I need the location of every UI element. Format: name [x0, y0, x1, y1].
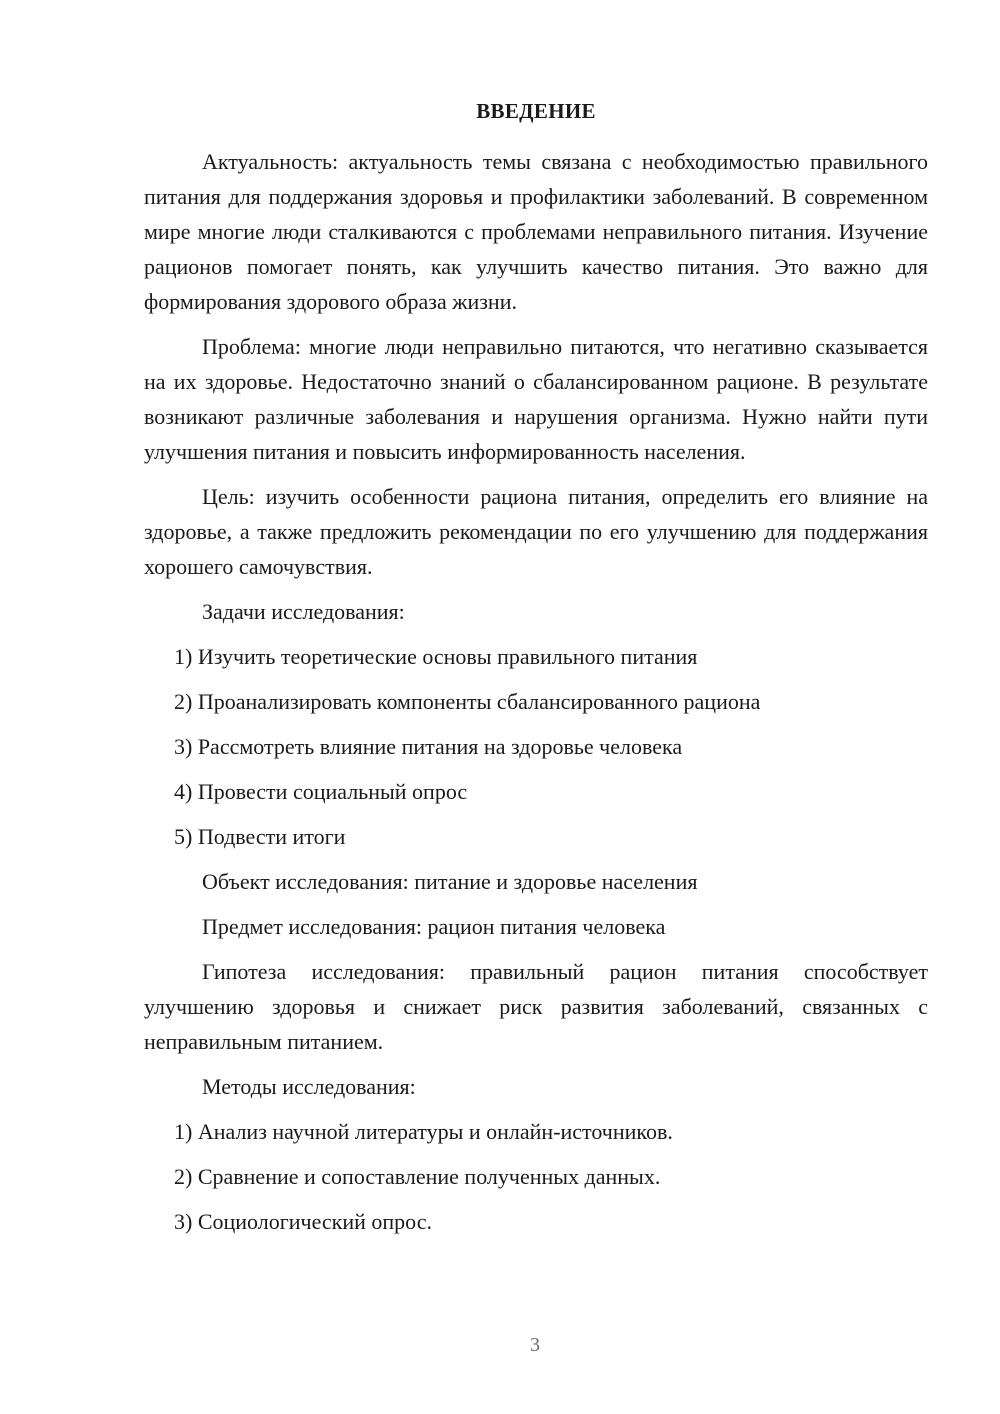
task-item: 3) Рассмотреть влияние питания на здоровье человека	[174, 734, 683, 759]
task-item: 2) Проанализировать компоненты сбалансированного рациона	[174, 689, 761, 714]
relevance-paragraph: Актуальность: актуальность темы связана с необходимостью правильного питания для поддержания здоровья и профилактики заболеваний. В современном мире многие люди сталкиваются с проблемами неправильного питания. Изучение рационов помогает понять, как улучшить качество питания. Это важно для формирования здорового образа жизни.	[144, 149, 928, 314]
problem-paragraph: Проблема: многие люди неправильно питаются, что негативно сказывается на их здоровье. Недостаточно знаний о сбалансированном рационе. В результате возникают различные заболевания и нарушения организма. Нужно найти пути улучшения питания и повысить информированность населения.	[144, 334, 928, 464]
research-object: Объект исследования: питание и здоровье населения	[202, 869, 698, 894]
method-item: 1) Анализ научной литературы и онлайн-источников.	[174, 1119, 673, 1144]
research-subject: Предмет исследования: рацион питания человека	[202, 914, 666, 939]
methods-list	[144, 1114, 928, 1239]
tasks-list	[144, 639, 928, 854]
document-page	[144, 96, 928, 1249]
method-item: 2) Сравнение и сопоставление полученных данных.	[174, 1164, 661, 1189]
task-item: 1) Изучить теоретические основы правильного питания	[174, 644, 698, 669]
task-item: 4) Провести социальный опрос	[174, 779, 468, 804]
method-item: 3) Социологический опрос.	[174, 1209, 432, 1234]
tasks-heading: Задачи исследования:	[202, 599, 405, 624]
goal-paragraph: Цель: изучить особенности рациона питания, определить его влияние на здоровье, а также предложить рекомендации по его улучшению для поддержания хорошего самочувствия.	[144, 484, 928, 579]
page-number: 3	[530, 1334, 540, 1356]
page-title: ВВЕДЕНИЕ	[476, 99, 596, 123]
hypothesis-paragraph: Гипотеза исследования: правильный рацион питания способствует улучшению здоровья и снижает риск развития заболеваний, связанных с неправильным питанием.	[144, 959, 928, 1054]
methods-heading: Методы исследования:	[202, 1074, 416, 1099]
task-item: 5) Подвести итоги	[174, 824, 346, 849]
